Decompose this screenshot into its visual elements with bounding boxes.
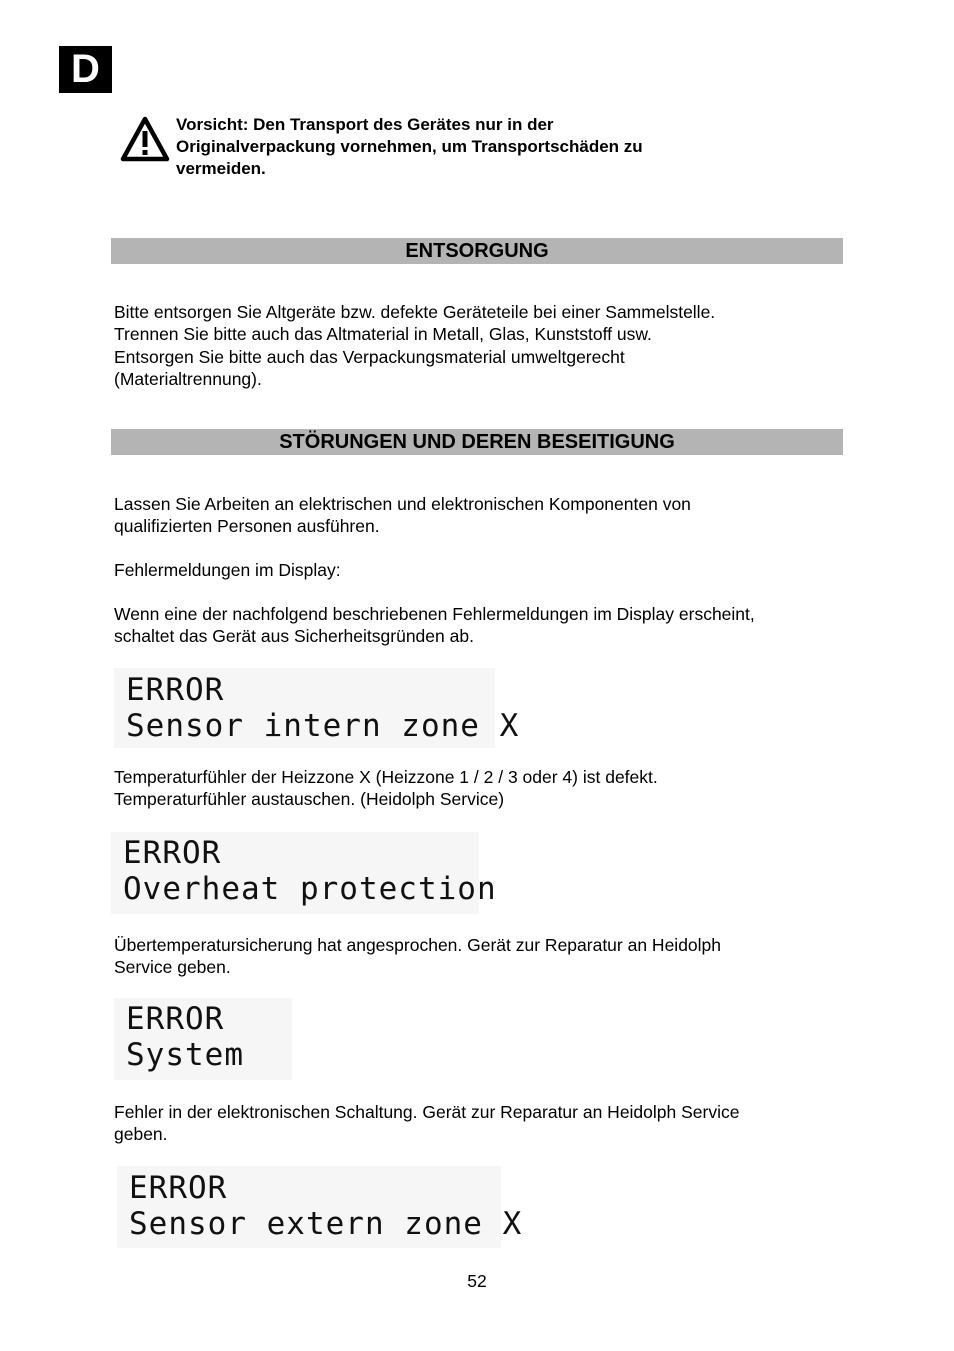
display-heading: [114, 559, 844, 581]
lcd-line: Overheat protection: [123, 871, 497, 907]
lcd-line: System: [126, 1037, 244, 1073]
paragraph-line: Temperaturfühler der Heizzone X (Heizzone 1 / 2 / 3 oder 4) ist defekt.: [114, 767, 658, 787]
page-number: 52: [467, 1271, 487, 1291]
paragraph-line: Temperaturfühler austauschen. (Heidolph Service): [114, 789, 505, 810]
paragraph-line: Trennen Sie bitte auch das Altmaterial in Metall, Glas, Kunststoff usw.: [114, 324, 652, 345]
section-heading-troubleshooting: STÖRUNGEN UND DEREN BESEITIGUNG: [111, 429, 843, 455]
lcd-line: ERROR: [126, 1001, 225, 1037]
lcd-line: Sensor extern zone X: [129, 1206, 523, 1242]
paragraph-line: geben.: [114, 1124, 168, 1145]
lcd-line: Sensor intern zone X: [126, 708, 520, 744]
error-description: [114, 766, 844, 811]
lcd-error-sensor-intern: [114, 668, 520, 748]
paragraph-line: Wenn eine der nachfolgend beschriebenen Fehlermeldungen im Display erscheint,: [114, 604, 755, 624]
lcd-error-system: [114, 998, 292, 1080]
paragraph-line: Lassen Sie Arbeiten an elektrischen und elektronischen Komponenten von: [114, 494, 691, 514]
lcd-error-sensor-extern: [117, 1166, 523, 1248]
paragraph-line: Fehler in der elektronischen Schaltung. Gerät zur Reparatur an Heidolph Service: [114, 1102, 740, 1122]
lcd-line: ERROR: [129, 1170, 228, 1206]
paragraph-line: Bitte entsorgen Sie Altgeräte bzw. defekte Geräteteile bei einer Sammelstelle.: [114, 302, 716, 322]
lcd-error-overheat: [111, 832, 497, 914]
disposal-paragraph: [114, 301, 844, 390]
lcd-line: ERROR: [126, 672, 225, 708]
paragraph-line: qualifizierten Personen ausführen.: [114, 516, 380, 537]
paragraph-line: (Materialtrennung).: [114, 368, 262, 389]
warning-triangle-icon: [120, 116, 170, 162]
troubleshooting-intro: [114, 493, 844, 538]
display-intro: [114, 603, 844, 648]
paragraph-line: Service geben.: [114, 957, 231, 978]
warning-line: Originalverpackung vornehmen, um Transportschäden zu: [176, 137, 643, 156]
error-description: [114, 934, 844, 979]
paragraph-line: Entsorgen Sie bitte auch das Verpackungsmaterial umweltgerecht: [114, 346, 625, 367]
paragraph-line: Übertemperatursicherung hat angesprochen. Gerät zur Reparatur an Heidolph: [114, 935, 722, 955]
error-description: [114, 1101, 844, 1146]
section-heading-disposal: ENTSORGUNG: [111, 238, 843, 264]
paragraph-line: Fehlermeldungen im Display:: [114, 560, 341, 580]
warning-line: Vorsicht: Den Transport des Gerätes nur in der: [176, 115, 554, 134]
language-tab: D: [59, 46, 112, 93]
lcd-line: ERROR: [123, 835, 222, 871]
warning-line: vermeiden.: [176, 159, 266, 178]
paragraph-line: schaltet das Gerät aus Sicherheitsgründen ab.: [114, 626, 474, 647]
warning-text: [176, 114, 816, 180]
